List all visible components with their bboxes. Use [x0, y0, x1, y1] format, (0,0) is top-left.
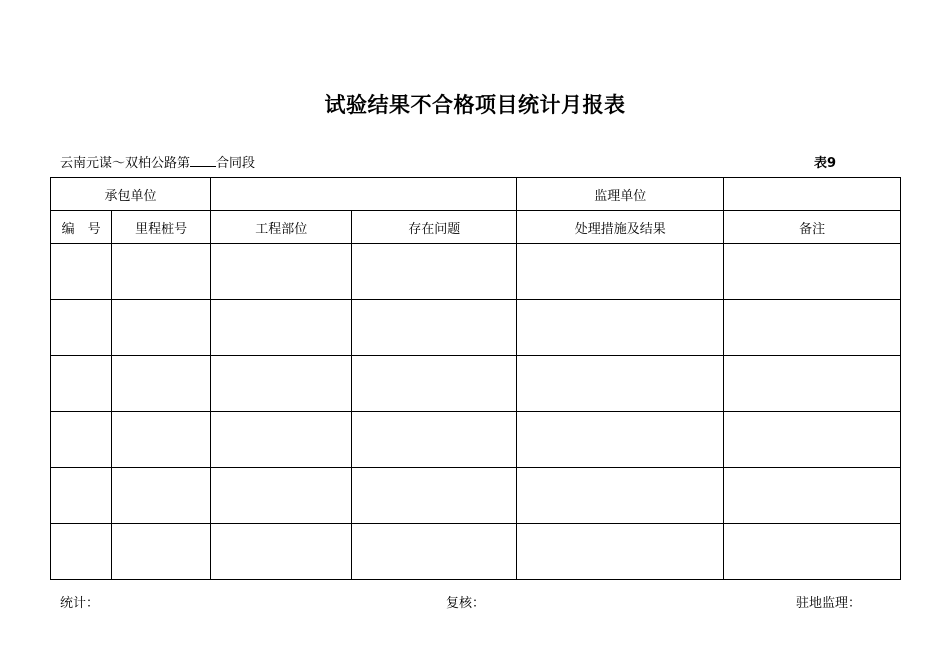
table-cell[interactable]	[211, 300, 352, 356]
table-cell[interactable]	[517, 412, 724, 468]
units-row	[51, 178, 901, 211]
table-cell[interactable]	[211, 524, 352, 580]
project-suffix: 合同段	[216, 156, 256, 171]
table-cell[interactable]	[112, 356, 211, 412]
table-cell[interactable]	[724, 244, 901, 300]
table-cell[interactable]	[517, 300, 724, 356]
table-row	[51, 244, 901, 300]
table-cell[interactable]	[517, 356, 724, 412]
table-cell[interactable]	[112, 300, 211, 356]
table-cell[interactable]	[352, 412, 517, 468]
column-header-location: 工程部位	[211, 211, 352, 244]
table-cell[interactable]	[51, 300, 112, 356]
supervisor-value[interactable]	[724, 178, 901, 211]
contract-number-blank[interactable]	[190, 154, 216, 167]
table-cell[interactable]	[51, 244, 112, 300]
table-cell[interactable]	[352, 524, 517, 580]
table-row	[51, 468, 901, 524]
header-row	[51, 211, 901, 244]
table-cell[interactable]	[724, 300, 901, 356]
table-row	[51, 300, 901, 356]
project-section	[60, 152, 255, 171]
table-cell[interactable]	[211, 468, 352, 524]
table-row	[51, 356, 901, 412]
page-title: 试验结果不合格项目统计月报表	[324, 93, 626, 117]
table-cell[interactable]	[352, 244, 517, 300]
table-cell[interactable]	[352, 468, 517, 524]
table-cell[interactable]	[724, 412, 901, 468]
site-supervisor-label: 驻地监理：	[796, 596, 862, 611]
project-prefix: 云南元谋～双柏公路第	[60, 156, 191, 171]
table-cell[interactable]	[112, 412, 211, 468]
table-cell[interactable]	[724, 524, 901, 580]
table-cell[interactable]	[112, 468, 211, 524]
column-header-problem: 存在问题	[352, 211, 517, 244]
report-table	[50, 177, 901, 580]
contractor-value[interactable]	[211, 178, 517, 211]
table-cell[interactable]	[211, 356, 352, 412]
table-row	[51, 412, 901, 468]
column-header-mileage: 里程桩号	[112, 211, 211, 244]
table-cell[interactable]	[517, 244, 724, 300]
table-cell[interactable]	[51, 468, 112, 524]
table-cell[interactable]	[51, 412, 112, 468]
table-cell[interactable]	[211, 244, 352, 300]
table-cell[interactable]	[724, 356, 901, 412]
table-cell[interactable]	[352, 356, 517, 412]
table-cell[interactable]	[724, 468, 901, 524]
table-cell[interactable]	[51, 524, 112, 580]
table-cell[interactable]	[112, 244, 211, 300]
supervisor-label: 监理单位	[517, 178, 724, 211]
review-label: 复核：	[446, 596, 486, 611]
table-row	[51, 524, 901, 580]
column-header-remarks: 备注	[724, 211, 901, 244]
table-cell[interactable]	[112, 524, 211, 580]
table-cell[interactable]	[352, 300, 517, 356]
table-cell[interactable]	[51, 356, 112, 412]
stats-label: 统计：	[60, 596, 100, 611]
column-header-measures: 处理措施及结果	[517, 211, 724, 244]
contractor-label: 承包单位	[51, 178, 211, 211]
table-cell[interactable]	[517, 524, 724, 580]
column-header-number: 编 号	[51, 211, 112, 244]
table-number: 表9	[814, 156, 837, 171]
table-cell[interactable]	[211, 412, 352, 468]
table-cell[interactable]	[517, 468, 724, 524]
